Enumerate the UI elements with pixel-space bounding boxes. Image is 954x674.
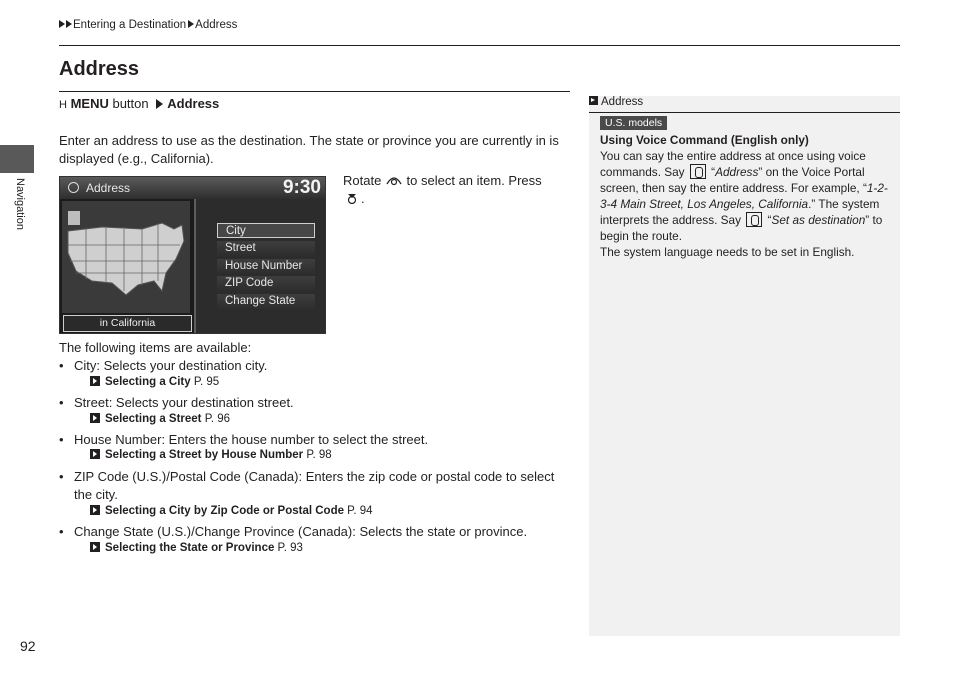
note-title: Address xyxy=(601,96,644,108)
note-text: ” on the Voice Portal screen, then say the entire address. For example, “ xyxy=(600,165,867,195)
reference-arrow-icon xyxy=(589,96,598,105)
note-text: ” to begin the route. xyxy=(600,213,883,243)
us-map-icon xyxy=(62,201,190,313)
note-text: You can say the entire address at once using voice commands. Say xyxy=(600,149,866,179)
breadcrumb-arrow-icon xyxy=(66,20,72,28)
reference-arrow-icon xyxy=(90,505,100,515)
note-text: “ xyxy=(707,165,716,179)
rotate-pre: Rotate xyxy=(343,173,382,188)
rotate-instruction xyxy=(343,172,568,208)
item-name-alt: Change Province xyxy=(194,524,295,539)
page-number: 92 xyxy=(20,638,36,654)
nav-screen xyxy=(59,176,326,334)
enter-button-icon xyxy=(343,192,361,204)
breadcrumb xyxy=(59,19,237,31)
breadcrumb-item[interactable]: Address xyxy=(195,19,238,31)
screen-item-zip-code[interactable]: ZIP Code xyxy=(217,276,315,291)
note-header xyxy=(589,96,900,112)
item-mid: (U.S.)/ xyxy=(153,524,195,539)
ref-title[interactable]: Selecting a Street by House Number xyxy=(105,449,304,461)
intro-text: Enter an address to use as the destination. The state or province you are currently in is displayed (e.g., California). xyxy=(59,133,559,166)
cross-reference[interactable] xyxy=(90,542,303,554)
screen-item-change-state[interactable]: Change State xyxy=(217,294,315,309)
item-desc: (Canada): Enters the zip code or postal code to select the city. xyxy=(74,469,555,502)
item-mid: (U.S.)/ xyxy=(128,469,170,484)
current-state-field: in California xyxy=(63,315,192,332)
title-divider xyxy=(59,91,570,92)
cross-reference[interactable] xyxy=(90,449,332,461)
note-text: .” The system interprets the address. Say xyxy=(600,197,880,227)
note-text: The system language needs to be set in English. xyxy=(600,245,855,259)
reference-arrow-icon xyxy=(90,449,100,459)
note-divider xyxy=(589,112,900,113)
screen-item-house-number[interactable]: House Number xyxy=(217,259,315,274)
back-icon xyxy=(68,182,79,193)
voice-command: Set as destination xyxy=(771,213,866,227)
button-label: button xyxy=(108,96,153,111)
reference-arrow-icon xyxy=(90,376,100,386)
cross-reference[interactable] xyxy=(90,413,230,425)
note-body xyxy=(600,132,896,260)
reference-arrow-icon xyxy=(90,542,100,552)
ref-title[interactable]: Selecting a Street xyxy=(105,413,202,425)
screen-title: Address xyxy=(86,181,131,195)
ref-title[interactable]: Selecting a City xyxy=(105,376,191,388)
screen-clock: 9:30 xyxy=(282,177,321,198)
ref-page: P. 94 xyxy=(343,505,373,517)
sidebar-note xyxy=(589,96,900,636)
bullet-icon: • xyxy=(59,469,64,484)
note-text: “ xyxy=(764,213,772,227)
item-desc: : Selects your destination street. xyxy=(108,395,294,410)
interface-dial-icon xyxy=(385,174,403,186)
ref-title[interactable]: Selecting the State or Province xyxy=(105,542,275,554)
screen-item-city[interactable]: City xyxy=(217,223,315,238)
bullet-icon: • xyxy=(59,432,64,447)
breadcrumb-arrow-icon xyxy=(188,20,194,28)
bullet-icon: • xyxy=(59,358,64,373)
bullet-icon: • xyxy=(59,524,64,539)
talk-button-icon xyxy=(746,212,762,227)
page-title: Address xyxy=(59,58,140,80)
ref-page: P. 95 xyxy=(190,376,220,388)
item-desc: : Selects your destination city. xyxy=(96,358,268,373)
rotate-mid: to select an item. Press xyxy=(402,173,542,188)
item-name: City xyxy=(74,358,97,373)
item-name: House Number xyxy=(74,432,162,447)
breadcrumb-arrow-icon xyxy=(59,20,65,28)
item-name: ZIP Code xyxy=(74,469,129,484)
breadcrumb-item[interactable]: Entering a Destination xyxy=(73,19,187,31)
item-desc: : Enters the house number to select the street. xyxy=(161,432,429,447)
ref-page: P. 93 xyxy=(274,542,303,554)
screen-item-street[interactable]: Street xyxy=(217,241,315,256)
arrow-icon xyxy=(156,99,163,109)
item-desc: (Canada): Selects the state or province. xyxy=(294,524,528,539)
home-icon: H xyxy=(59,99,67,111)
menu-path xyxy=(59,96,219,111)
talk-button-icon xyxy=(690,164,706,179)
items-intro: The following items are available: xyxy=(59,340,252,355)
ref-title[interactable]: Selecting a City by Zip Code or Postal Code xyxy=(105,505,344,517)
note-heading: Using Voice Command (English only) xyxy=(600,133,809,147)
item-name: Change State xyxy=(74,524,154,539)
section-label: Navigation xyxy=(14,178,26,230)
bullet-icon: • xyxy=(59,395,64,410)
cross-reference[interactable] xyxy=(90,505,373,517)
us-map-image xyxy=(62,201,190,313)
rotate-post: . xyxy=(361,191,365,206)
voice-command-example: 1-2-3-4 Main Street, Los Angeles, California xyxy=(600,181,888,211)
item-name-alt: Postal Code xyxy=(169,469,241,484)
cross-reference[interactable] xyxy=(90,376,219,388)
target-label: Address xyxy=(167,96,220,111)
screen-menu xyxy=(194,199,325,333)
section-tab xyxy=(0,145,34,173)
ref-page: P. 96 xyxy=(201,413,231,425)
ref-page: P. 98 xyxy=(303,449,332,461)
menu-label: MENU xyxy=(70,96,109,111)
region-badge: U.S. models xyxy=(600,116,667,130)
reference-arrow-icon xyxy=(90,413,100,423)
top-divider xyxy=(59,45,900,46)
item-name: Street xyxy=(74,395,109,410)
voice-command: Address xyxy=(715,165,759,179)
